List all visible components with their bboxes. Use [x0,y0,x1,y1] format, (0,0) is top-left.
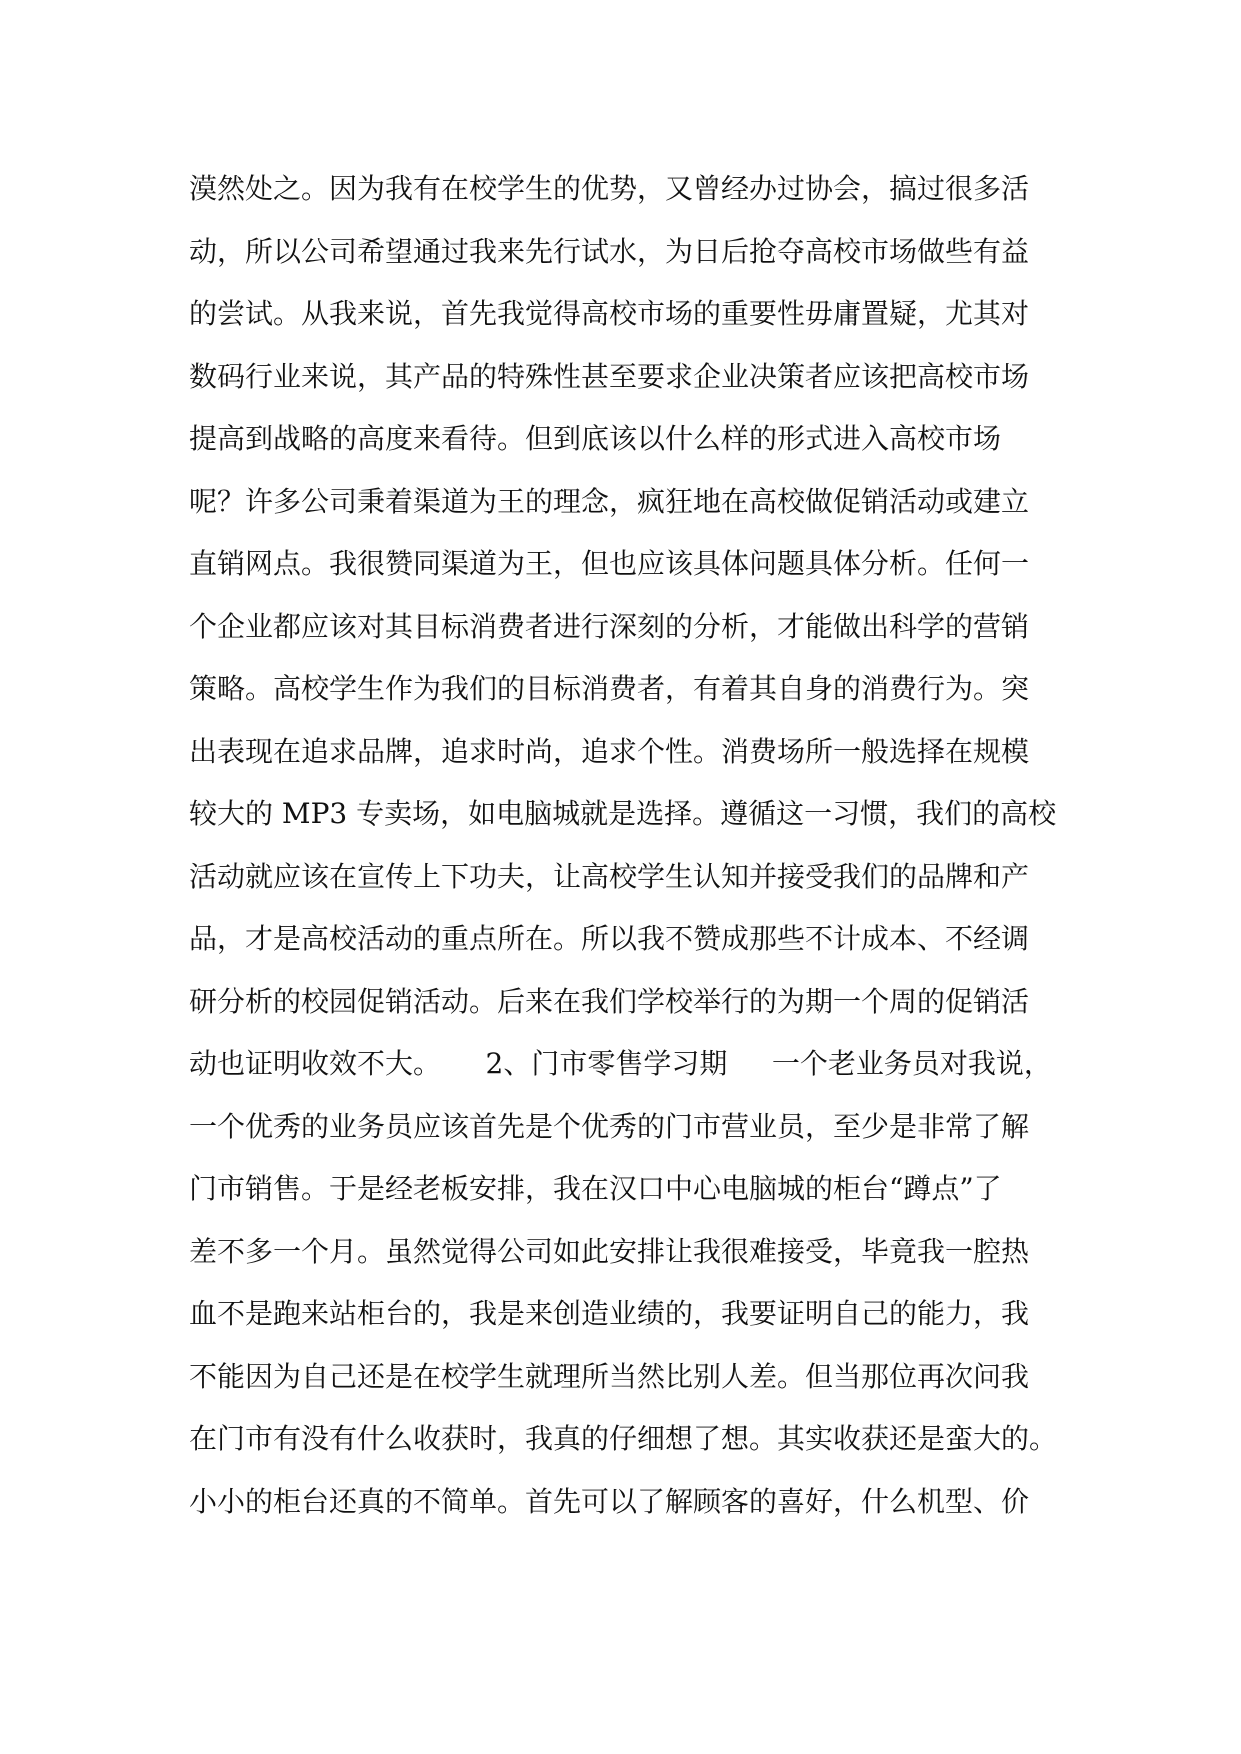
text-line: 动也证明收效不大。 2、门市零售学习期 一个老业务员对我说， [189,1047,1052,1080]
text-line: 一个优秀的业务员应该首先是个优秀的门市营业员，至少是非常了解 [189,1109,1030,1143]
text-line: 出表现在追求品牌，追求时尚，追求个性。消费场所一般选择在规模 [189,734,1030,768]
text-line: 提高到战略的高度来看待。但到底该以什么样的形式进入高校市场 [189,422,1002,455]
text-line: 活动就应该在宣传上下功夫，让高校学生认知并接受我们的品牌和产 [189,859,1030,893]
text-line: 个企业都应该对其目标消费者进行深刻的分析，才能做出科学的营销 [189,609,1030,643]
text-line: 策略。高校学生作为我们的目标消费者，有着其自身的消费行为。突 [189,672,1030,705]
text-line: 较大的 MP3 专卖场，如电脑城就是选择。遵循这一习惯，我们的高校 [189,797,1057,830]
text-line: 呢？许多公司秉着渠道为王的理念，疯狂地在高校做促销活动或建立 [189,484,1030,518]
body-text [189,158,1059,1533]
text-line: 小小的柜台还真的不简单。首先可以了解顾客的喜好，什么机型、价 [189,1484,1030,1518]
text-line: 血不是跑来站柜台的，我是来创造业绩的，我要证明自己的能力，我 [189,1297,1030,1330]
text-line: 的尝试。从我来说，首先我觉得高校市场的重要性毋庸置疑，尤其对 [189,297,1030,330]
text-line: 直销网点。我很赞同渠道为王，但也应该具体问题具体分析。任何一 [189,547,1030,580]
text-line: 品，才是高校活动的重点所在。所以我不赞成那些不计成本、不经调 [189,922,1030,955]
text-line: 不能因为自己还是在校学生就理所当然比别人差。但当那位再次问我 [189,1359,1030,1393]
text-line: 漠然处之。因为我有在校学生的优势，又曾经办过协会，搞过很多活 [189,172,1030,205]
text-line: 在门市有没有什么收获时，我真的仔细想了想。其实收获还是蛮大的。 [189,1422,1058,1455]
text-line: 差不多一个月。虽然觉得公司如此安排让我很难接受，毕竟我一腔热 [189,1234,1030,1268]
text-line: 动，所以公司希望通过我来先行试水，为日后抢夺高校市场做些有益 [189,234,1030,268]
text-line: 数码行业来说，其产品的特殊性甚至要求企业决策者应该把高校市场 [189,359,1030,393]
text-line: 门市销售。于是经老板安排，我在汉口中心电脑城的柜台“蹲点”了 [189,1172,1002,1205]
text-line: 研分析的校园促销活动。后来在我们学校举行的为期一个周的促销活 [189,984,1030,1018]
